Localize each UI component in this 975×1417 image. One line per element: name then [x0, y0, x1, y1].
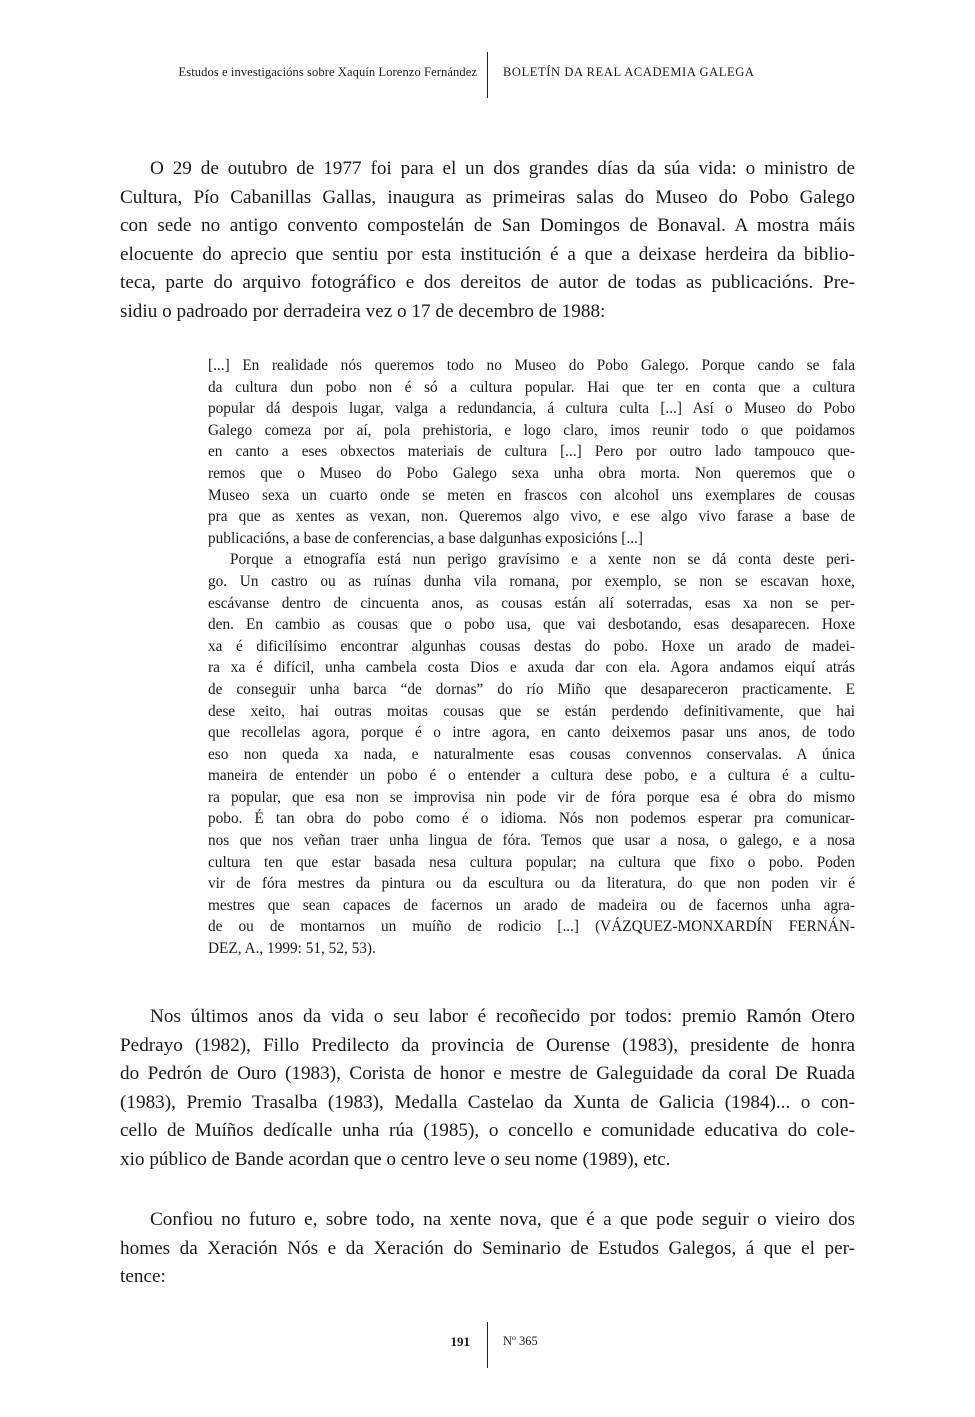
quote-line: dese xeito, hai outras moitas cousas que se están perdendo definitivamente, que hai [208, 702, 855, 720]
text-line: teca, parte do arquivo fotográfico e dos dereitos de autor de todas as publicacións. Pre- [120, 272, 855, 294]
paragraph-3 [120, 1206, 855, 1292]
header-section-title: Estudos e investigacións sobre Xaquín Lorenzo Fernández [178, 65, 477, 79]
footer-divider [487, 1322, 488, 1368]
quote-line: go. Un castro ou as ruínas dunha vila romana, por exemplo, se non se escavan hoxe, [208, 572, 855, 590]
quote-line: ra xa é difícil, unha cambela costa Dios e axuda dar con ela. Agora andamos eiquí atrás [208, 659, 855, 677]
quote-line: de ou de montarnos un muíño de rodicio [...] (VÁZQUEZ-MONXARDÍN FERNÁN- [208, 918, 855, 936]
quote-line: Porque a etnografía está nun perigo gravísimo e a xente non se dá conta deste peri- [230, 551, 855, 569]
text-line: Pedrayo (1982), Fillo Predilecto da provincia de Ourense (1983), presidente de honra [120, 1034, 855, 1056]
text-line: elocuente do aprecio que sentiu por esta institución é a que a deixase herdeira da biblio- [120, 243, 855, 265]
page-footer [0, 1322, 975, 1370]
quote-line: en canto a eses obxectos materiais de cultura [...] Pero por outro lado tampouco que- [208, 443, 855, 461]
block-quote [208, 355, 855, 960]
quote-line: escávanse dentro de cincuenta anos, as cousas están alí soterradas, esas xa non se per- [208, 594, 855, 612]
quote-line: publicacións, a base de conferencias, a base dalgunhas exposicións [...] [208, 529, 643, 547]
issue-number: Nº 365 [503, 1334, 538, 1348]
text-line: sidiu o padroado por derradeira vez o 17 de decembro de 1988: [120, 300, 606, 322]
quote-line: vir de fóra mestres da pintura ou da escultura ou da literatura, do que non poden vir é [208, 875, 855, 893]
quote-line: eso non queda xa nada, e naturalmente esas cousas convennos conservalas. A única [208, 745, 855, 763]
text-line: Cultura, Pío Cabanillas Gallas, inaugura as primeiras salas do Museo do Pobo Galego [120, 186, 855, 208]
quote-line: mestres que sean capaces de facernos un arado de madeira ou de facernos unha agra- [208, 896, 855, 914]
paragraph-2 [120, 1003, 855, 1175]
quote-line: xa é dificilísimo encontrar algunhas cousas destas do pobo. Hoxe un arado de madei- [208, 637, 855, 655]
quote-line: pobo. É tan obra do pobo como é o idioma. Nós non podemos esperar pra comunicar- [208, 810, 855, 828]
quote-line: [...] En realidade nós queremos todo no Museo do Pobo Galego. Porque cando se fala [208, 357, 855, 374]
quote-line: Galego comeza por aí, pola prehistoria, e logo claro, imos reunir todo o que poidamos [208, 421, 855, 439]
quote-line: popular dá despois lugar, valga a redundancia, á cultura culta [...] Así o Museo do Pobo [208, 400, 855, 418]
quote-line: Museo sexa un cuarto onde se meten en frascos con alcohol uns exemplares de cousas [208, 486, 855, 504]
quote-line: maneira de entender un pobo é o entender a cultura dese pobo, e a cultura é a cultu- [208, 767, 855, 785]
header-divider [487, 52, 488, 98]
paragraph-1 [120, 155, 855, 327]
text-line: cello de Muíños dedícalle unha rúa (1985), o concello e comunidade educativa do cole- [120, 1120, 855, 1142]
quote-line: ra popular, que esa non se improvisa nin pode vir de fóra porque esa é obra do mismo [208, 788, 855, 806]
quote-line: de conseguir unha barca “de dornas” do río Miño que desapareceron practicamente. E [208, 680, 855, 698]
quote-line: den. En cambio as cousas que o pobo usa, que vai desbotando, esas desaparecen. Hoxe [208, 616, 855, 634]
quote-line: pra que as xentes as vexan, non. Queremos algo vivo, e ese algo vivo farase a base de [208, 508, 855, 526]
text-line: do Pedrón de Ouro (1983), Corista de honor e mestre de Galeguidade da coral De Ruada [120, 1063, 855, 1085]
quote-line: nos que nos veñan traer unha lingua de fóra. Temos que usar a nosa, o galego, e a nosa [208, 832, 855, 850]
text-line: O 29 de outubro de 1977 foi para el un dos grandes días da súa vida: o ministro de [150, 158, 855, 179]
quote-line: da cultura dun pobo non é só a cultura popular. Hai que ter en conta que a cultura [208, 378, 855, 396]
quote-line: DEZ, A., 1999: 51, 52, 53). [208, 940, 376, 958]
text-line: Confiou no futuro e, sobre todo, na xente nova, que é a que pode seguir o vieiro dos [150, 1209, 855, 1230]
quote-line: que recollelas agora, porque é o intre agora, en canto deixemos pasar uns anos, de todo [208, 724, 855, 742]
text-line: (1983), Premio Trasalba (1983), Medalla Castelao da Xunta de Galicia (1984)... o con- [120, 1091, 855, 1113]
quote-line: remos que o Museo do Pobo Galego sexa unha obra morta. Non queremos que o [208, 464, 855, 482]
text-line: xio público de Bande acordan que o centro leve o seu nome (1989), etc. [120, 1148, 671, 1170]
page-number: 191 [450, 1334, 470, 1349]
quote-line: cultura ten que estar basada nesa cultura popular; na cultura que fixo o pobo. Poden [208, 853, 855, 871]
text-line: homes da Xeración Nós e da Xeración do Seminario de Estudos Galegos, á que el per- [120, 1237, 855, 1259]
text-line: con sede no antigo convento compostelán de San Domingos de Bonaval. A mostra máis [120, 215, 855, 237]
running-header [0, 52, 975, 100]
text-line: tence: [120, 1266, 166, 1288]
header-journal-title: BOLETÍN DA REAL ACADEMIA GALEGA [503, 65, 755, 79]
text-line: Nos últimos anos da vida o seu labor é recoñecido por todos: premio Ramón Otero [150, 1006, 855, 1027]
